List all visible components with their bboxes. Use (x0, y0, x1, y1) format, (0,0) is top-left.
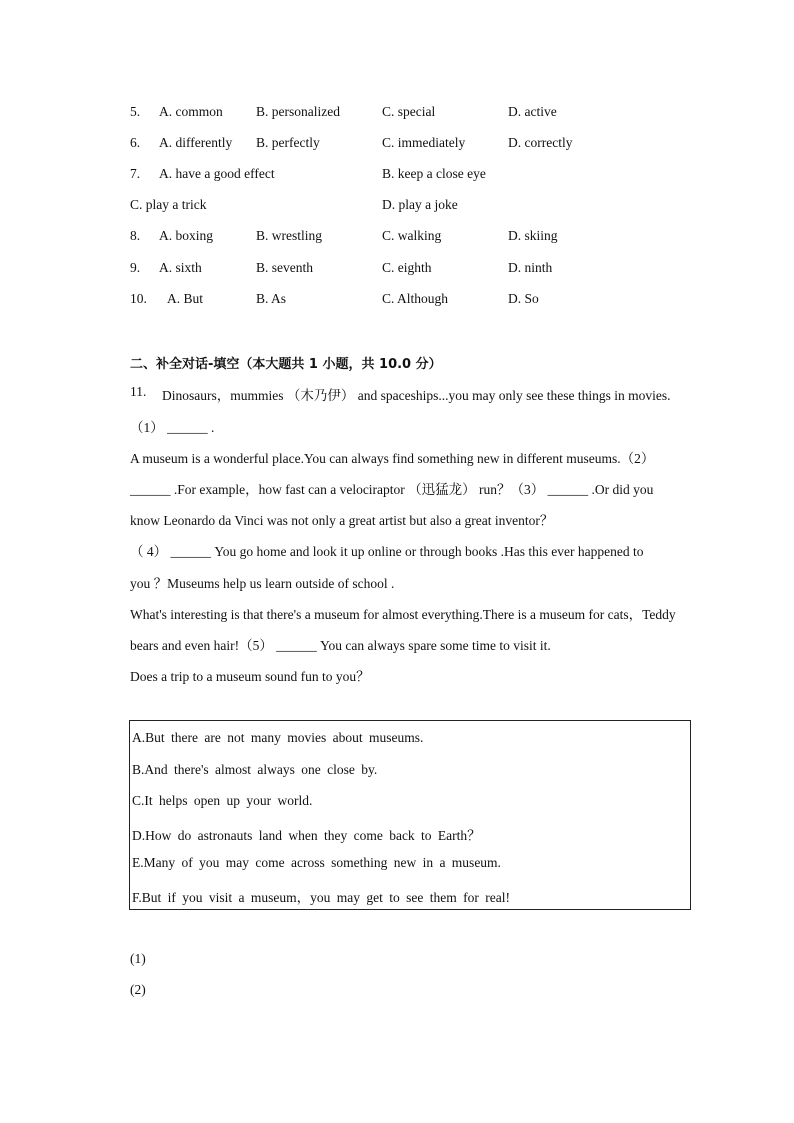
passage-line: （ 4） ______ You go home and look it up online or through books .Has this ever happened to (130, 544, 644, 559)
question-number: 7. (130, 166, 141, 181)
question-number: 10. (130, 291, 147, 306)
passage-line: （1） ______ . (130, 420, 215, 435)
question-number: 9. (130, 260, 141, 275)
option-a: A. have a good effect (159, 166, 275, 181)
option-a: A. sixth (159, 260, 202, 275)
option-b: B. wrestling (256, 228, 322, 243)
options-box (129, 720, 691, 910)
question-number: 5. (130, 104, 141, 119)
passage-line: A museum is a wonderful place.You can always find something new in different museums.（2） (130, 451, 655, 466)
option-b: B. keep a close eye (382, 166, 486, 181)
option-a: A. But (167, 291, 204, 306)
section-title: 二、补全对话-填空（本大题共 1 小题，共 10.0 分） (130, 357, 442, 372)
question-number: 11. (130, 384, 147, 399)
option-b: B. As (256, 291, 287, 306)
option-c: C. walking (382, 228, 442, 243)
passage-line: Dinosaurs，mummies （木乃伊） and spaceships...you may only see these things in movies. (162, 388, 671, 403)
option-c: C. eighth (382, 260, 432, 275)
option-d: D. active (508, 104, 557, 119)
option-d: D. correctly (508, 135, 573, 150)
option-c: C. Although (382, 291, 449, 306)
option-d: D. skiing (508, 228, 558, 243)
option-line: E.Many of you may come across something new in a museum. (132, 855, 501, 870)
passage-line: Does a trip to a museum sound fun to you？ (130, 669, 370, 684)
option-d: D. ninth (508, 260, 553, 275)
passage-line: know Leonardo da Vinci was not only a great artist but also a great inventor？ (130, 513, 554, 528)
option-a: A. common (159, 104, 223, 119)
question-number: 8. (130, 228, 141, 243)
passage-line: ______ .For example，how fast can a velociraptor （迅猛龙） run？（3） ______ .Or did you (130, 482, 654, 497)
option-c: C. special (382, 104, 436, 119)
option-c: C. play a trick (130, 197, 207, 212)
answer-label: (1) (130, 951, 146, 966)
answer-label: (2) (130, 982, 146, 997)
option-line: A.But there are not many movies about museums. (132, 730, 424, 745)
option-a: A. boxing (159, 228, 213, 243)
question-number: 6. (130, 135, 141, 150)
option-line: D.How do astronauts land when they come back to Earth？ (132, 828, 481, 843)
option-line: C.It helps open up your world. (132, 793, 313, 808)
passage-line: bears and even hair!（5） ______ You can always spare some time to visit it. (130, 638, 551, 653)
option-b: B. seventh (256, 260, 313, 275)
passage-line: you ？Museums help us learn outside of school . (130, 576, 395, 591)
option-line: B.And there's almost always one close by. (132, 762, 378, 777)
passage-line: What's interesting is that there's a museum for almost everything.There is a museum for cats，Teddy (130, 607, 676, 622)
option-b: B. perfectly (256, 135, 320, 150)
option-b: B. personalized (256, 104, 340, 119)
option-c: C. immediately (382, 135, 466, 150)
option-line: F.But if you visit a museum，you may get to see them for real! (132, 890, 510, 905)
option-a: A. differently (159, 135, 233, 150)
option-d: D. play a joke (382, 197, 458, 212)
option-d: D. So (508, 291, 539, 306)
